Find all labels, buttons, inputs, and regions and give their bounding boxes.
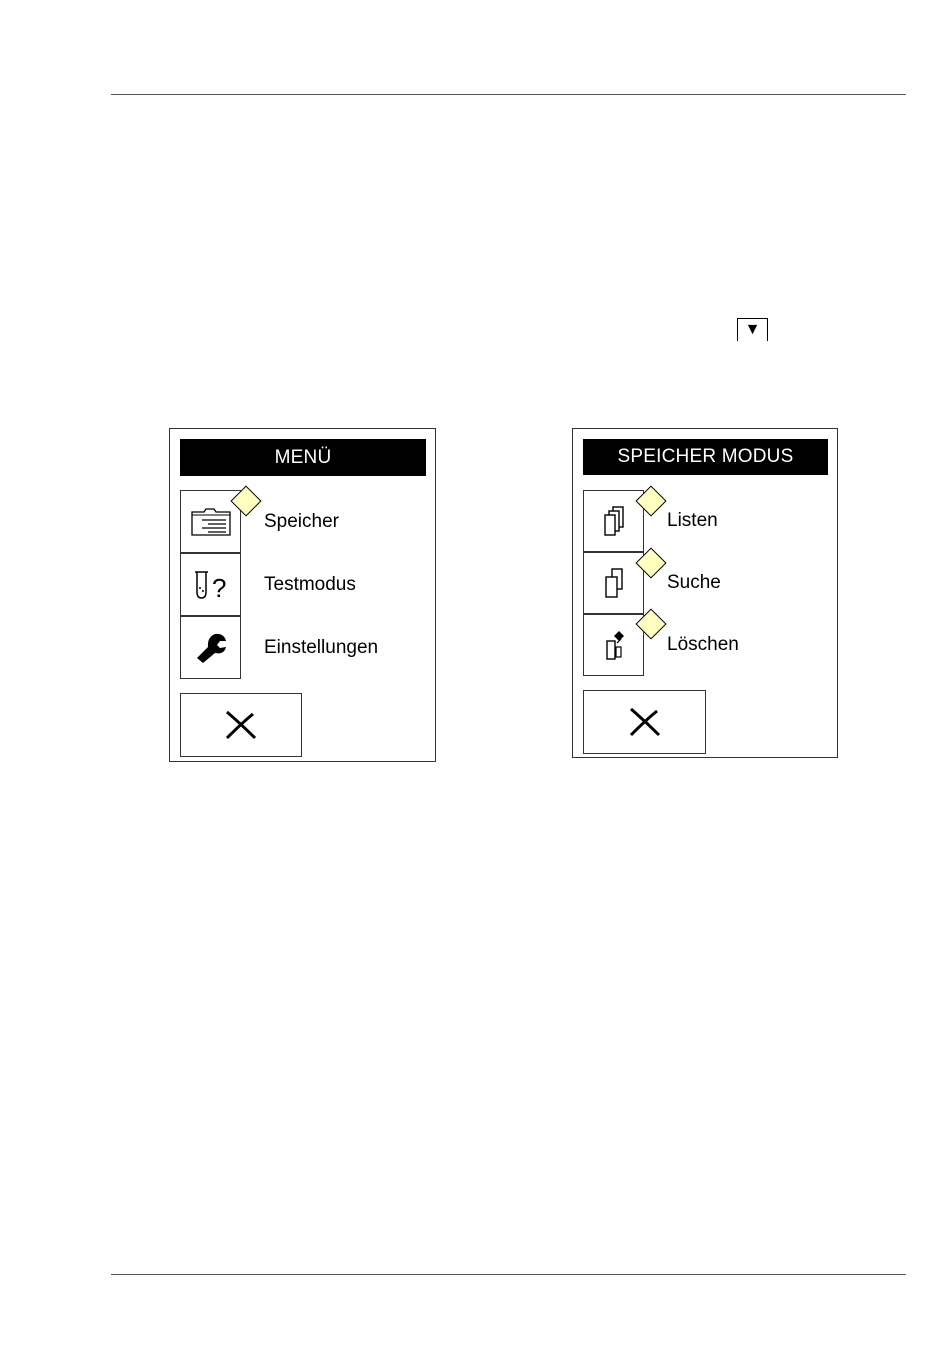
stacked-pages-icon [583,490,644,552]
memory-mode-screen [572,428,838,758]
menu-item-einstellungen[interactable] [180,616,420,679]
down-arrow-button[interactable] [737,318,768,341]
footer-rule [111,1274,906,1275]
menu-item-label: Löschen [667,634,739,655]
menu-item-loeschen[interactable] [583,614,823,676]
down-arrow-icon: ▼ [744,321,761,338]
wrench-icon [180,616,241,679]
search-pages-icon [583,552,644,614]
menu-item-label: Speicher [264,510,339,532]
menu-item-label: Testmodus [264,573,356,595]
menu-item-speicher[interactable] [180,490,420,553]
close-button[interactable] [583,690,706,754]
menu-screen-title: MENÜ [180,439,426,476]
menu-item-label: Suche [667,572,721,593]
memory-mode-title: SPEICHER MODUS [583,439,828,475]
menu-item-listen[interactable] [583,490,823,552]
close-icon [223,710,259,740]
svg-text:?: ? [211,572,226,602]
menu-item-suche[interactable] [583,552,823,614]
menu-screen [169,428,436,762]
menu-item-testmodus[interactable] [180,553,420,616]
test-tube-question-icon [180,553,241,616]
close-button[interactable] [180,693,302,757]
close-icon [627,707,663,737]
menu-item-label: Listen [667,510,718,531]
header-rule [111,94,906,95]
menu-item-label: Einstellungen [264,636,379,658]
